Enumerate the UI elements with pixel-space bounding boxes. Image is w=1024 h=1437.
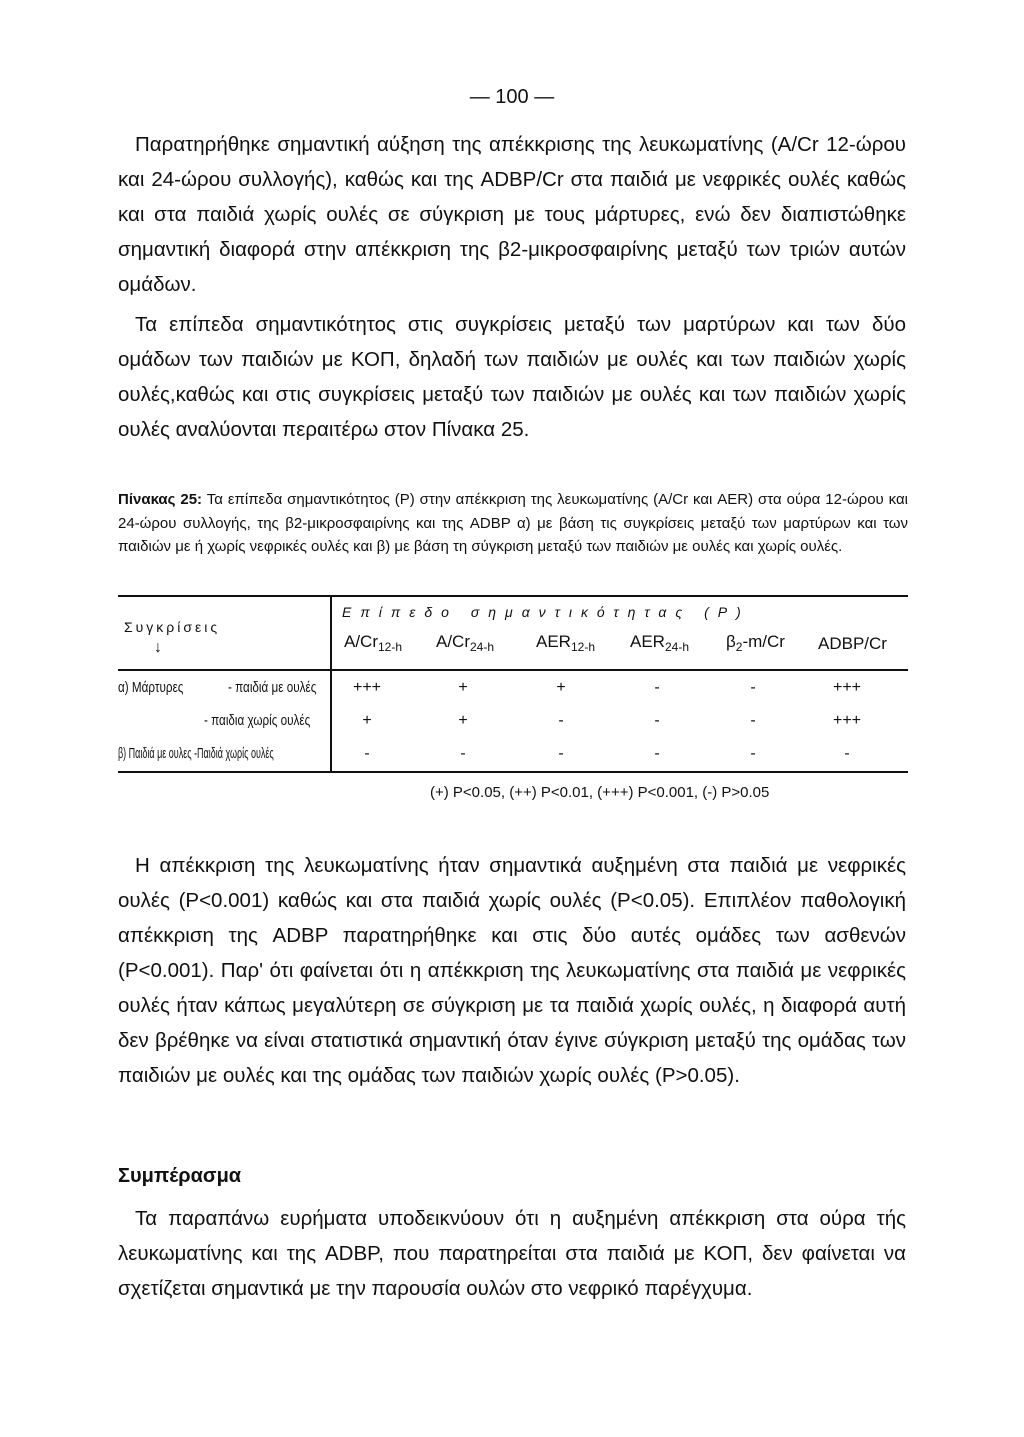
column-header-acr24: $A/Cr_{24-h}$ (436, 632, 495, 654)
table-cell: + (556, 679, 566, 696)
table-caption-label: Πίνακας 25: (118, 491, 203, 508)
comparisons-header: Συγκρίσεις (124, 619, 221, 635)
table-header-rule (118, 669, 908, 671)
table-cell: + (458, 712, 468, 729)
significance-group-header: Επίπεδο σημαντικότητας (P) (342, 604, 750, 620)
column-header-acr12: $A/Cr_{12-h}$ (344, 632, 403, 654)
down-arrow-icon: ↓ (154, 639, 162, 656)
table-cell: - (654, 712, 660, 729)
column-header-adbp: ADBP/Cr (818, 634, 887, 653)
column-header-aer24: $AER_{24-h}$ (630, 632, 689, 654)
table-bottom-rule (118, 771, 908, 773)
table-cell: - (460, 745, 466, 762)
page-number: — 100 — (469, 86, 555, 108)
paragraph-results: Παρατηρήθηκε σημαντική αύξηση της απέκκρισης της λευκωματίνης (A/Cr 12-ώρου και 24-ώρου συλλογής), καθώς και της ADBP/Cr στα παιδιά με νεφρικές ουλές καθώς και στα παιδιά χωρίς ουλές σε σύγκριση με τους μάρτυρες, ενώ δεν διαπιστώθηκε σημαντική διαφορά στην απέκκριση της β2-μικροσφαιρίνης μεταξύ των τριών αυτών ομάδων. (118, 133, 906, 296)
table-cell: - (654, 679, 660, 696)
table-cell: + (458, 679, 468, 696)
row-label-without-scars: - παιδια χωρίς ουλές (204, 712, 311, 729)
table-cell: +++ (352, 679, 382, 696)
table-legend: (+) P<0.05, (++) P<0.01, (+++) P<0.001, (-) P>0.05 (430, 784, 770, 801)
paragraph-conclusion: Τα παραπάνω ευρήματα υποδεικνύουν ότι η αυξημένη απέκκριση στα ούρα τής λευκωματίνης και της ADBP, που παρατηρείται στα παιδιά με ΚΟΠ, δεν φαίνεται να σχετίζεται σημαντικά με την παρουσία ουλών στο νεφρικό παρέγχυμα. (118, 1207, 906, 1300)
table-cell: + (362, 712, 372, 729)
table-cell: - (750, 679, 756, 696)
table-top-rule (118, 595, 908, 597)
table-cell: +++ (832, 712, 862, 729)
row-label-controls: α) Μάρτυρες (118, 679, 184, 696)
table-cell: +++ (832, 679, 862, 696)
table-cell: - (750, 712, 756, 729)
table-cell: - (558, 712, 564, 729)
column-header-aer12: $AER_{12-h}$ (536, 632, 595, 654)
row-label-scars-vs-no-scars: β) Παιδιά με ουλες -Παιδιά χωρίς ουλές (118, 745, 274, 762)
conclusion-heading: Συμπέρασμα (118, 1165, 242, 1187)
paragraph-significance: Τα επίπεδα σημαντικότητος στις συγκρίσεις μεταξύ των μαρτύρων και των δύο ομάδων των παιδιών με ΚΟΠ, δηλαδή των παιδιών με ουλές και των παιδιών χωρίς ουλές,καθώς και στις συγκρίσεις μεταξύ των παιδιών με ουλές και των παιδιών χωρίς ουλές αναλύονται περαιτέρω στον Πίνακα 25. (118, 313, 906, 441)
table-caption-text: Τα επίπεδα σημαντικότητος (P) στην απέκκριση της λευκωματίνης (A/Cr και AER) στα ούρα 12-ώρου και 24-ώρου συλλογής, της β2-μικροσφαιρίνης και της ADBP α) με βάση τις συγκρίσεις μεταξύ των μαρτύρων και των παιδιών με ή χωρίς νεφρικές ουλές και β) με βάση τη σύγκριση μεταξύ των παιδιών με ουλές και χωρίς ουλές. (118, 491, 908, 555)
significance-table (118, 595, 908, 773)
table-cell: - (654, 745, 660, 762)
column-header-b2m: $\beta_2-m/Cr$ (726, 632, 785, 654)
table-cell: - (364, 745, 370, 762)
row-label-with-scars: - παιδιά με ουλές (228, 679, 317, 696)
paragraph-albumin: Η απέκκριση της λευκωματίνης ήταν σημαντικά αυξημένη στα παιδιά με νεφρικές ουλές (P<0.001) καθώς και στα παιδιά χωρίς ουλές (P<0.05). Επιπλέον παθολογική απέκκριση της ADBP παρατηρήθηκε και στις δύο αυτές ομάδες των ασθενών (P<0.001). Παρ' ότι φαίνεται ότι η απέκκριση της λευκωματίνης στα παιδιά με νεφρικές ουλές ήταν κάπως μεγαλύτερη σε σύγκριση με τα παιδιά χωρίς ουλές, η διαφορά αυτή δεν βρέθηκε να είναι στατιστικά σημαντική όταν έγινε σύγκριση μεταξύ της ομάδας των παιδιών με ουλές και της ομάδας των παιδιών χωρίς ουλές (P>0.05). (118, 854, 906, 1087)
table-cell: - (844, 745, 850, 762)
table-caption (118, 488, 908, 559)
table-cell: - (558, 745, 564, 762)
table-cell: - (750, 745, 756, 762)
